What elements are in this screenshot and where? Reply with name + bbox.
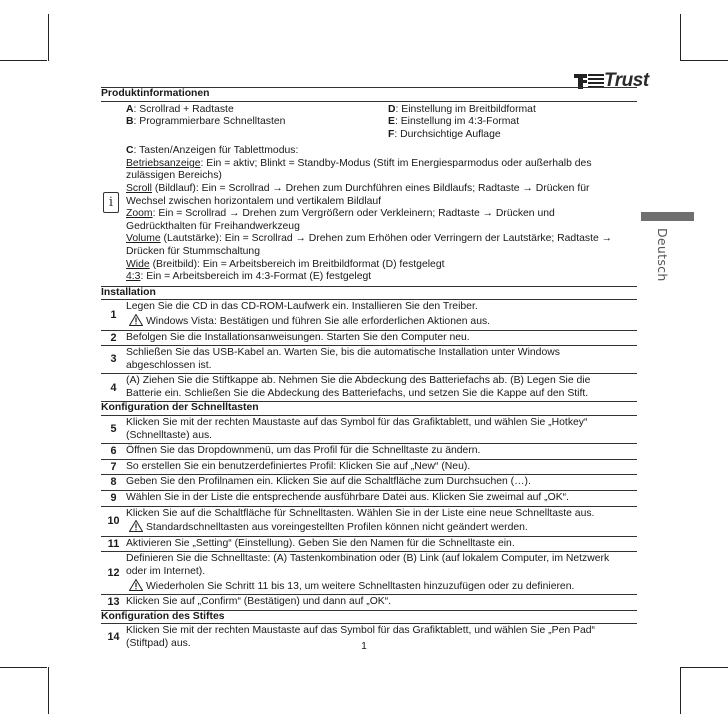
document-body <box>101 87 637 651</box>
step-text: Befolgen Sie die Installationsanweisungen. Starten Sie den Computer neu. <box>126 331 470 343</box>
crop-mark <box>48 14 49 61</box>
section-heading-hotkeys: Konfiguration der Schnelltasten <box>101 401 637 415</box>
page-number: 1 <box>361 641 367 652</box>
mode-43: 4:3: Ein = Arbeitsbereich im 4:3-Format (E) festgelegt <box>126 271 372 283</box>
warning-icon <box>129 579 143 591</box>
mode-scroll: Scroll (Bildlauf): Ein = Scrollrad → Drehen zum Durchführen eines Bildlaufs; Radtaste → Drücken für Wechsel zwischen horizontalem und vertikalem Bildlauf <box>126 183 590 207</box>
step-text: Legen Sie die CD in das CD-ROM-Laufwerk ein. Installieren Sie den Treiber. <box>126 301 478 313</box>
step-number: 12 <box>101 552 126 595</box>
installation-steps <box>101 299 637 401</box>
component-e: E: Einstellung im 4:3-Format <box>388 116 520 128</box>
step-text: Klicken Sie mit der rechten Maustaste auf das Symbol für das Grafiktablett, und wählen Sie „Hotkey“ <box>126 416 588 428</box>
step-row <box>101 346 637 374</box>
step-text: So erstellen Sie ein benutzerdefiniertes Profil: Klicken Sie auf „New“ (Neu). <box>126 460 471 472</box>
step-number: 4 <box>101 374 126 402</box>
step-text: Klicken Sie mit der rechten Maustaste auf das Symbol für das Grafiktablett, und wählen Sie „Pen Pad“ <box>126 625 595 637</box>
step-text: Schließen Sie das USB-Kabel an. Warten Sie, bis die automatische Installation unter Windows <box>126 347 560 359</box>
component-c: C: Tasten/Anzeigen für Tablettmodus: <box>126 145 299 157</box>
crop-mark <box>0 60 47 61</box>
step-row <box>101 475 637 491</box>
mode-zoom: Zoom: Ein = Scrollrad → Drehen zum Vergrößern oder Verkleinern; Radtaste → Drücken und Gedrückthalten für Freihandwerkzeug <box>126 208 555 232</box>
warning-text: Wiederholen Sie Schritt 11 bis 13, um weitere Schnelltasten hinzuzufügen oder zu definieren. <box>146 580 575 592</box>
step-row <box>101 300 637 330</box>
language-tab-bar <box>641 212 694 221</box>
step-text: Geben Sie den Profilnamen ein. Klicken Sie auf die Schaltfläche zum Durchsuchen (…). <box>126 476 531 488</box>
step-number: 7 <box>101 459 126 475</box>
section-heading-product-info: Produktinformationen <box>101 87 637 101</box>
step-text: Öffnen Sie das Dropdownmenü, um das Profil für die Schnelltaste zu ändern. <box>126 445 481 457</box>
step-number: 1 <box>101 300 126 330</box>
crop-mark <box>0 667 47 668</box>
component-a: A: Scrollrad + Radtaste <box>126 103 234 115</box>
step-text: Batterie ein. Schließen Sie die Abdeckung des Batteriefachs, und setzen Sie die Kappe auf den Stift. <box>126 387 589 399</box>
step-number: 5 <box>101 415 126 443</box>
logo-text: Trust <box>604 70 649 91</box>
mode-betriebsanzeige: Betriebsanzeige: Ein = aktiv; Blinkt = Standby-Modus (Stift im Energiesparmodus oder außerhalb des zulässigen Bereichs) <box>126 157 592 182</box>
component-empty <box>126 129 388 142</box>
crop-mark <box>681 667 728 668</box>
step-text: (Stiftpad) aus. <box>126 637 191 649</box>
component-list <box>126 104 637 142</box>
component-d: D: Einstellung im Breitbildformat <box>388 103 536 115</box>
step-number: 11 <box>101 536 126 552</box>
step-row <box>101 490 637 506</box>
warning-icon <box>129 520 143 532</box>
step-number: 14 <box>101 624 126 652</box>
step-text: (A) Ziehen Sie die Stiftkappe ab. Nehmen Sie die Abdeckung des Batteriefachs ab. (B) Legen Sie die <box>126 375 591 387</box>
step-number: 3 <box>101 346 126 374</box>
info-icon: i <box>103 192 119 213</box>
step-text: Wählen Sie in der Liste die entsprechende ausführbare Datei aus. Klicken Sie zweimal auf „OK“. <box>126 491 569 503</box>
step-row <box>101 374 637 402</box>
mode-wide: Wide (Breitbild): Ein = Arbeitsbereich im Breitbildformat (D) festgelegt <box>126 258 445 270</box>
step-text: oder im Internet). <box>126 565 206 577</box>
warning-text: Standardschnelltasten aus voreingestellten Profilen können nicht geändert werden. <box>146 522 528 534</box>
crop-mark <box>680 14 681 61</box>
step-row <box>101 444 637 460</box>
language-tab <box>641 212 694 299</box>
section-heading-pen: Konfiguration des Stiftes <box>101 610 637 624</box>
step-number: 6 <box>101 444 126 460</box>
step-number: 10 <box>101 506 126 536</box>
language-label: Deutsch <box>655 228 670 282</box>
step-text: Definieren Sie die Schnelltaste: (A) Tastenkombination oder (B) Link (auf lokalem Computer, im Netzwerk <box>126 553 610 565</box>
step-number: 9 <box>101 490 126 506</box>
crop-mark <box>48 667 49 714</box>
step-text: Aktivieren Sie „Setting“ (Einstellung). Geben Sie den Namen für die Schnelltaste ein. <box>126 537 515 549</box>
product-info-block <box>101 101 637 286</box>
step-text: (Schnelltaste) aus. <box>126 429 213 441</box>
step-number: 2 <box>101 330 126 346</box>
step-text: Klicken Sie auf die Schaltfläche für Schnelltasten. Wählen Sie in der Liste eine neue Schnelltaste aus. <box>126 507 595 519</box>
crop-mark <box>681 60 728 61</box>
hotkey-steps <box>101 415 637 610</box>
step-row <box>101 415 637 443</box>
info-icon-cell <box>101 104 126 284</box>
step-number: 8 <box>101 475 126 491</box>
step-row <box>101 330 637 346</box>
step-row <box>101 552 637 595</box>
step-row <box>101 536 637 552</box>
step-number: 13 <box>101 595 126 610</box>
warning-text: Windows Vista: Bestätigen und führen Sie alle erforderlichen Aktionen aus. <box>146 315 491 327</box>
component-b: B: Programmierbare Schnelltasten <box>126 116 286 128</box>
component-f: F: Durchsichtige Auflage <box>388 128 501 140</box>
step-row <box>101 595 637 610</box>
step-text: abgeschlossen ist. <box>126 359 212 371</box>
mode-volume: Volume (Lautstärke): Ein = Scrollrad → Drehen zum Erhöhen oder Verringern der Lautstärke; Radtaste → Drücken für Stummschaltung <box>126 233 613 258</box>
section-heading-installation: Installation <box>101 286 637 300</box>
step-text: Klicken Sie auf „Confirm“ (Bestätigen) und dann auf „OK“. <box>126 596 392 608</box>
crop-mark <box>680 667 681 714</box>
step-row <box>101 506 637 536</box>
step-row <box>101 459 637 475</box>
warning-icon <box>129 314 143 326</box>
